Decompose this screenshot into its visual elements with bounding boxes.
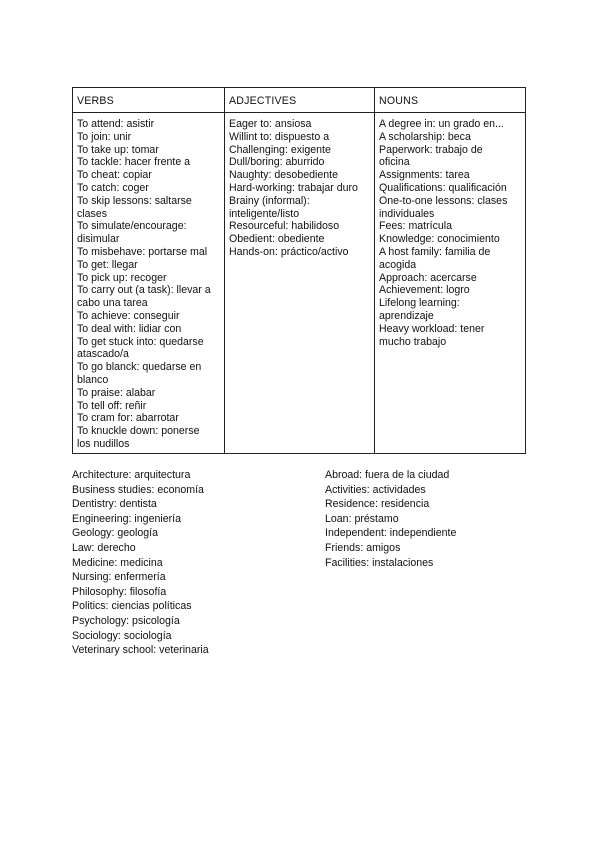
list-item: clases: [77, 207, 108, 220]
university-life-list: [325, 468, 565, 570]
verbs-header: VERBS: [73, 88, 225, 113]
list-item: Architecture: arquitectura: [72, 469, 191, 481]
list-item: Obedient: obediente: [229, 233, 325, 246]
list-item: To deal with: lidiar con: [77, 322, 182, 335]
list-item: One-to-one lessons: clases: [379, 194, 508, 207]
list-item: Politics: ciencias políticas: [72, 600, 192, 613]
list-item: atascado/a: [77, 348, 129, 361]
list-item: To pick up: recoger: [77, 271, 167, 284]
list-item: Business studies: economía: [72, 483, 204, 496]
list-item: aprendizaje: [379, 309, 434, 322]
list-item: To get: llegar: [77, 258, 138, 271]
nouns-header: NOUNS: [375, 88, 525, 113]
list-item: Independent: independiente: [325, 527, 457, 540]
list-item: los nudillos: [77, 437, 130, 450]
list-item: blanco: [77, 373, 109, 386]
list-item: Fees: matrícula: [379, 220, 453, 233]
list-item: To carry out (a task): llevar a: [77, 284, 211, 297]
list-item: Psychology: psicología: [72, 614, 180, 627]
list-item: Loan: préstamo: [325, 512, 399, 525]
list-item: To tell off: reñir: [77, 399, 147, 412]
list-item: Approach: acercarse: [379, 271, 477, 284]
list-item: A host family: familia de: [379, 245, 491, 258]
list-item: To knuckle down: ponerse: [77, 425, 200, 438]
list-item: Law: derecho: [72, 541, 136, 554]
list-item: To achieve: conseguir: [77, 309, 180, 322]
list-item: A scholarship: beca: [379, 130, 471, 143]
subjects-list: [72, 468, 312, 658]
list-item: Friends: amigos: [325, 541, 401, 554]
list-item: To attend: asistir: [77, 118, 155, 130]
list-item: Abroad: fuera de la ciudad: [325, 469, 450, 481]
list-item: Assignments: tarea: [379, 169, 470, 182]
list-item: Brainy (informal):: [229, 194, 310, 207]
list-item: To tackle: hacer frente a: [77, 156, 191, 169]
list-item: Geology: geología: [72, 527, 158, 540]
list-item: Willint to: dispuesto a: [229, 130, 330, 143]
list-item: disimular: [77, 233, 120, 246]
list-item: To catch: coger: [77, 181, 149, 194]
list-item: Challenging: exigente: [229, 143, 331, 156]
list-item: cabo una tarea: [77, 297, 148, 310]
list-item: Heavy workload: tener: [379, 322, 485, 335]
list-item: Naughty: desobediente: [229, 169, 338, 182]
list-item: individuales: [379, 207, 435, 220]
list-item: To get stuck into: quedarse: [77, 335, 204, 348]
list-item: Engineering: ingeniería: [72, 512, 181, 525]
list-item: Resourceful: habilidoso: [229, 220, 340, 233]
list-item: To misbehave: portarse mal: [77, 245, 208, 258]
list-item: Hands-on: práctico/activo: [229, 245, 349, 258]
list-item: To cram for: abarrotar: [77, 412, 179, 425]
list-item: Achievement: logro: [379, 284, 470, 297]
list-item: Medicine: medicina: [72, 556, 163, 569]
list-item: Lifelong learning:: [379, 297, 460, 310]
list-item: Dentistry: dentista: [72, 498, 157, 511]
list-item: Activities: actividades: [325, 483, 426, 496]
list-item: To simulate/encourage:: [77, 220, 187, 233]
adjectives-column: [225, 113, 375, 453]
list-item: Veterinary school: veterinaria: [72, 644, 209, 657]
list-item: Residence: residencia: [325, 498, 430, 511]
list-item: To cheat: copiar: [77, 169, 152, 182]
list-item: A degree in: un grado en...: [379, 118, 504, 130]
adjectives-header: ADJECTIVES: [225, 88, 375, 113]
list-item: Paperwork: trabajo de: [379, 143, 483, 156]
list-item: To go blanck: quedarse en: [77, 361, 202, 374]
list-item: To take up: tomar: [77, 143, 159, 156]
list-item: Philosophy: filosofía: [72, 585, 167, 598]
list-item: oficina: [379, 156, 410, 169]
list-item: Facilities: instalaciones: [325, 556, 434, 569]
nouns-column: [375, 113, 525, 453]
list-item: inteligente/listo: [229, 207, 300, 220]
list-item: To praise: alabar: [77, 386, 156, 399]
list-item: Sociology: sociología: [72, 629, 172, 642]
list-item: Knowledge: conocimiento: [379, 233, 500, 246]
list-item: Hard-working: trabajar duro: [229, 181, 358, 194]
list-item: acogida: [379, 258, 417, 271]
list-item: To skip lessons: saltarse: [77, 194, 192, 207]
vocabulary-table: [72, 87, 526, 454]
list-item: Nursing: enfermería: [72, 571, 166, 584]
list-item: To join: unir: [77, 130, 132, 143]
verbs-column: [73, 113, 225, 453]
list-item: Qualifications: qualificación: [379, 181, 507, 194]
list-item: Eager to: ansiosa: [229, 118, 312, 130]
list-item: mucho trabajo: [379, 335, 447, 348]
list-item: Dull/boring: aburrido: [229, 156, 325, 169]
